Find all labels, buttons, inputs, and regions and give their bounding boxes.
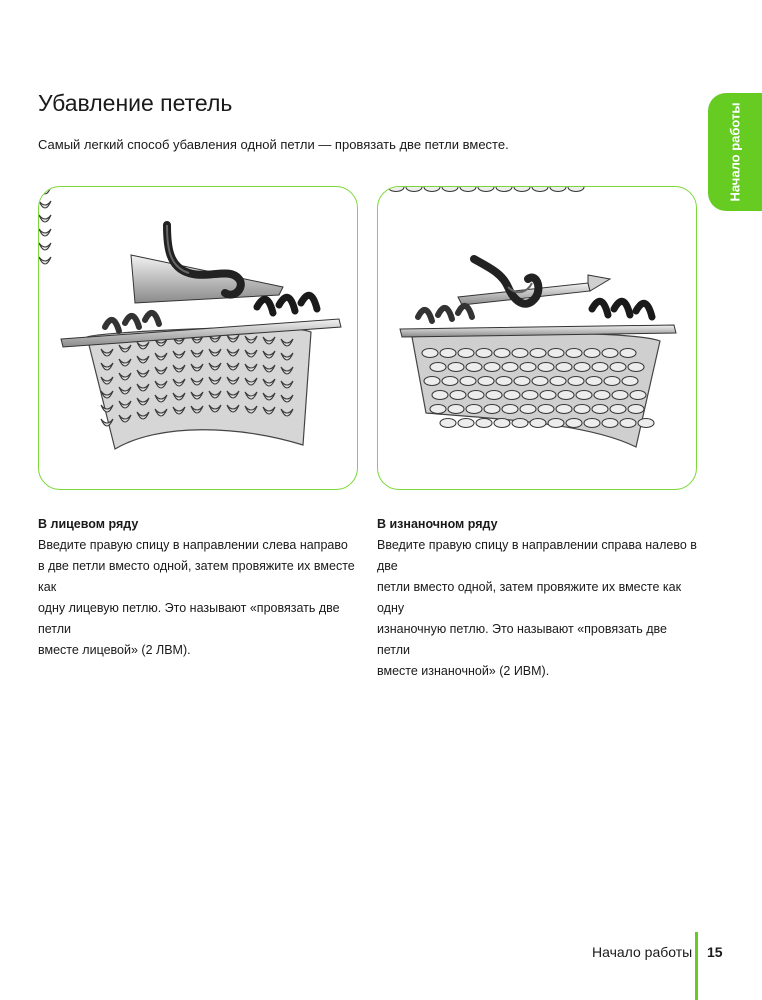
caption-line: одну лицевую петлю. Это называют «провязать две петли — [38, 601, 340, 636]
caption-line: в две петли вместо одной, затем провяжите их вместе как — [38, 559, 355, 594]
caption-line: изнаночную петлю. Это называют «провязать две петли — [377, 622, 667, 657]
section-side-tab — [708, 93, 762, 211]
caption-heading: В лицевом ряду — [38, 517, 139, 531]
caption-line: Введите правую спицу в направлении справа налево в две — [377, 538, 697, 573]
illustration-panel-knit — [38, 186, 358, 490]
footer-section-label: Начало работы — [592, 944, 693, 960]
caption-line: вместе изнаночной» (2 ИВМ). — [377, 664, 550, 678]
caption-line: петли вместо одной, затем провяжите их вместе как одну — [377, 580, 682, 615]
side-tab-label: Начало работы — [727, 102, 743, 202]
caption-purl-row — [377, 514, 697, 682]
purl-two-together-illustration — [378, 187, 697, 490]
page-title: Убавление петель — [38, 90, 233, 116]
intro-text: Самый легкий способ убавления одной петли — провязать две петли вместе. — [38, 137, 509, 152]
page-number: 15 — [707, 944, 723, 960]
caption-line: Введите правую спицу в направлении слева направо — [38, 538, 348, 552]
caption-heading: В изнаночном ряду — [377, 517, 498, 531]
illustration-panel-purl — [377, 186, 697, 490]
knit-two-together-illustration — [39, 187, 358, 490]
caption-line: вместе лицевой» (2 ЛВМ). — [38, 643, 191, 657]
footer-divider — [695, 932, 698, 1000]
caption-knit-row — [38, 514, 358, 661]
